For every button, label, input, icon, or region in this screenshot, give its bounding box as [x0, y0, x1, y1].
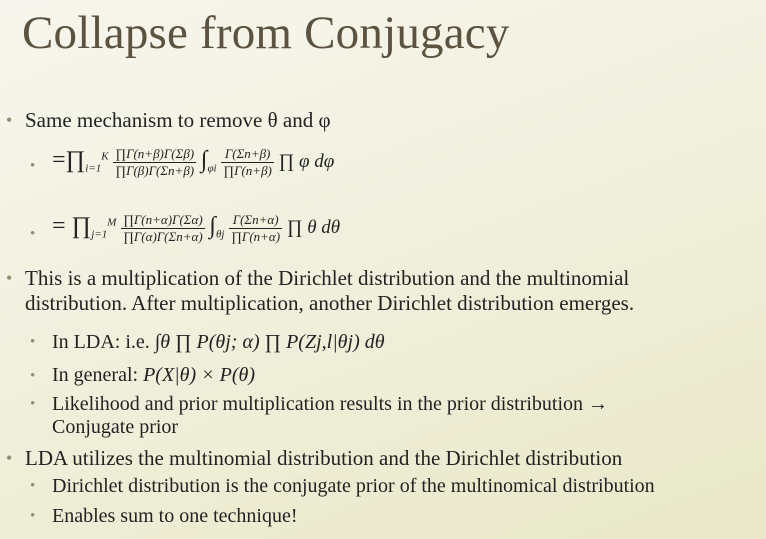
- bullet-lda-utilizes: LDA utilizes the multinomial distribution and the Dirichlet distribution: [25, 446, 623, 470]
- sub-bullet-sum-to-one: Enables sum to one technique!: [52, 505, 298, 527]
- sub-bullet-likelihood-line1: Likelihood and prior multiplication results in the prior distribution →: [52, 393, 609, 415]
- sub-bullet-in-general: In general: P(X|θ) × P(θ): [52, 364, 256, 386]
- bullet-marker: •: [30, 396, 36, 412]
- slide-title: Collapse from Conjugacy: [22, 7, 510, 59]
- sub-bullet-in-lda: In LDA: i.e. ∫θ ∏ P(θj; α) ∏ P(Zj,l|θj) dθ: [52, 331, 385, 353]
- general-expression: P(X|θ) × P(θ): [143, 364, 256, 386]
- sub-bullet-conjugate-prior: Dirichlet distribution is the conjugate prior of the multinomical distribution: [52, 475, 655, 497]
- equation-phi: $=\prod_{i=1}^K$ $\frac{\prod\Gamma(n+\beta)\Gamma(\Sigma\beta)}{\prod\Gamma(\beta)\Gamma(\Sigma n+\beta)}$ $\int_{\varphi i}$ $\frac{\Gamma(\Sigma n+\beta)}{\prod\Gamma(n+\beta)}$ ∏ φ dφ: [52, 146, 335, 178]
- bullet-marker: •: [30, 508, 36, 524]
- bullet-marker: •: [30, 478, 36, 494]
- bullet-multiplication-line1: This is a multiplication of the Dirichlet distribution and the multinomial: [25, 266, 630, 290]
- bullet-marker: •: [30, 158, 36, 174]
- bullet-same-mechanism: Same mechanism to remove θ and φ: [25, 108, 331, 132]
- bullet-marker: •: [30, 334, 36, 350]
- bullet-multiplication-line2: distribution. After multiplication, another Dirichlet distribution emerges.: [25, 291, 635, 315]
- sub-bullet-likelihood-line2: Conjugate prior: [52, 416, 179, 438]
- bullet-marker: •: [6, 448, 13, 468]
- equation-theta: = $\prod_{j=1}^M$ $\frac{\prod\Gamma(n+\alpha)\Gamma(\Sigma\alpha)}{\prod\Gamma(\alpha)\Gamma(\Sigma n+\alpha)}$ $\int_{\theta j}$ $\frac{\Gamma(\Sigma n+\alpha)}{\prod\Gamma(n+\alpha)}$ ∏ θ dθ: [52, 212, 341, 244]
- bullet-marker: •: [30, 226, 36, 242]
- lda-expression: ∫θ ∏ P(θj; α) ∏ P(Zj,l|θj) dθ: [154, 331, 385, 353]
- bullet-marker: •: [6, 268, 13, 288]
- bullet-marker: •: [30, 368, 36, 384]
- bullet-marker: •: [6, 110, 13, 130]
